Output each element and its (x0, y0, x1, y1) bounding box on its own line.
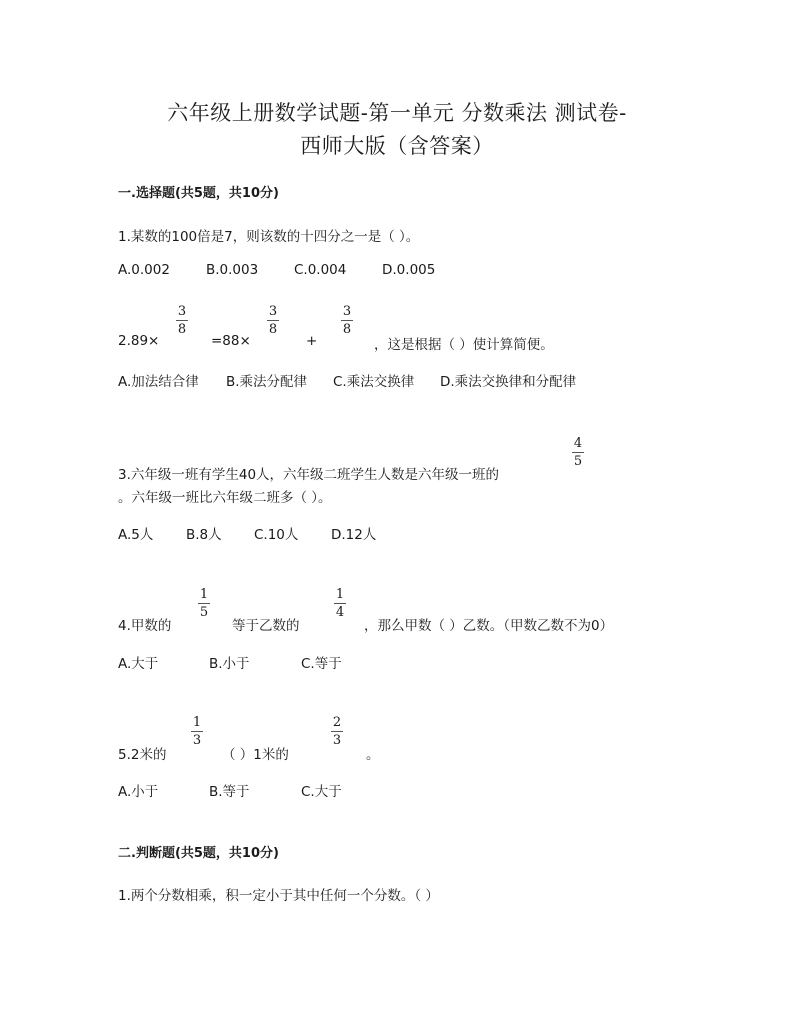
fraction-denominator: 8 (177, 322, 187, 337)
question-3-option-b: B.8人 (186, 527, 222, 543)
section-heading-judgement: 二.判断题(共5题，共10分) (118, 846, 279, 861)
question-2-part2: =88× (211, 333, 251, 349)
question-2-part1: 2.89× (118, 333, 160, 349)
question-2-part4: ，这是根据（ ）使计算简便。 (374, 337, 554, 353)
page-title-line1: 六年级上册数学试题-第一单元 分数乘法 测试卷- (167, 101, 627, 125)
question-5-part1: 5.2米的 (118, 747, 167, 763)
question-5-option-b: B.等于 (209, 784, 250, 800)
question-4-option-c: C.等于 (301, 656, 342, 672)
fraction-numerator: 2 (332, 715, 342, 730)
question-3-option-c: C.10人 (254, 527, 299, 543)
question-4-option-a: A.大于 (118, 656, 159, 672)
page-title-line2: 西师大版（含答案） (300, 134, 494, 158)
fraction-numerator: 3 (342, 304, 352, 319)
fraction-bar (341, 320, 353, 321)
fraction-denominator: 3 (192, 733, 202, 748)
question-3-option-d: D.12人 (331, 527, 377, 543)
fraction-one-third (189, 715, 205, 748)
fraction-numerator: 3 (268, 304, 278, 319)
fraction-denominator: 5 (199, 605, 209, 620)
fraction-denominator: 8 (268, 322, 278, 337)
question-3-line2: 。六年级一班比六年级二班多（ ）。 (118, 490, 332, 506)
fraction-bar (176, 320, 188, 321)
fraction-three-eighths-2 (265, 304, 281, 337)
fraction-numerator: 4 (573, 436, 583, 451)
fraction-one-fourth (332, 587, 348, 620)
judgement-question-1: 1.两个分数相乘，积一定小于其中任何一个分数。（ ） (118, 888, 439, 904)
question-3-option-a: A.5人 (118, 527, 154, 543)
fraction-denominator: 5 (573, 454, 583, 469)
fraction-denominator: 8 (342, 322, 352, 337)
question-4-part1: 4.甲数的 (118, 618, 172, 634)
fraction-bar (331, 731, 343, 732)
question-3-line1: 3.六年级一班有学生40人，六年级二班学生人数是六年级一班的 (118, 467, 500, 483)
question-1-option-b: B.0.003 (206, 262, 259, 278)
fraction-bar (267, 320, 279, 321)
fraction-three-eighths-1 (174, 304, 190, 337)
question-5-part2: （ ）1米的 (222, 747, 289, 763)
fraction-bar (191, 731, 203, 732)
question-2-option-d: D.乘法交换律和分配律 (440, 374, 577, 390)
question-2-option-c: C.乘法交换律 (333, 374, 415, 390)
section-heading-choice: 一.选择题(共5题，共10分) (118, 186, 279, 201)
question-2-option-a: A.加法结合律 (118, 374, 199, 390)
question-1-stem: 1.某数的100倍是7，则该数的十四分之一是（ ）。 (118, 229, 420, 245)
question-2-part3: + (306, 333, 318, 349)
question-5-part3: 。 (366, 747, 380, 763)
fraction-denominator: 3 (332, 733, 342, 748)
fraction-four-fifths (570, 436, 586, 469)
fraction-numerator: 1 (335, 587, 345, 602)
fraction-two-thirds (329, 715, 345, 748)
fraction-numerator: 1 (199, 587, 209, 602)
question-1-option-d: D.0.005 (382, 262, 436, 278)
question-1-option-c: C.0.004 (294, 262, 347, 278)
fraction-three-eighths-3 (339, 304, 355, 337)
question-2-option-b: B.乘法分配律 (226, 374, 308, 390)
fraction-numerator: 3 (177, 304, 187, 319)
fraction-bar (334, 603, 346, 604)
fraction-bar (198, 603, 210, 604)
fraction-one-fifth (196, 587, 212, 620)
fraction-bar (572, 452, 584, 453)
question-4-part2: 等于乙数的 (232, 618, 300, 634)
question-5-option-c: C.大于 (301, 784, 342, 800)
fraction-numerator: 1 (192, 715, 202, 730)
fraction-denominator: 4 (335, 605, 345, 620)
question-4-option-b: B.小于 (209, 656, 250, 672)
question-4-part3: ，那么甲数（ ）乙数。（甲数乙数不为0） (364, 618, 614, 634)
question-1-option-a: A.0.002 (118, 262, 170, 278)
question-5-option-a: A.小于 (118, 784, 159, 800)
